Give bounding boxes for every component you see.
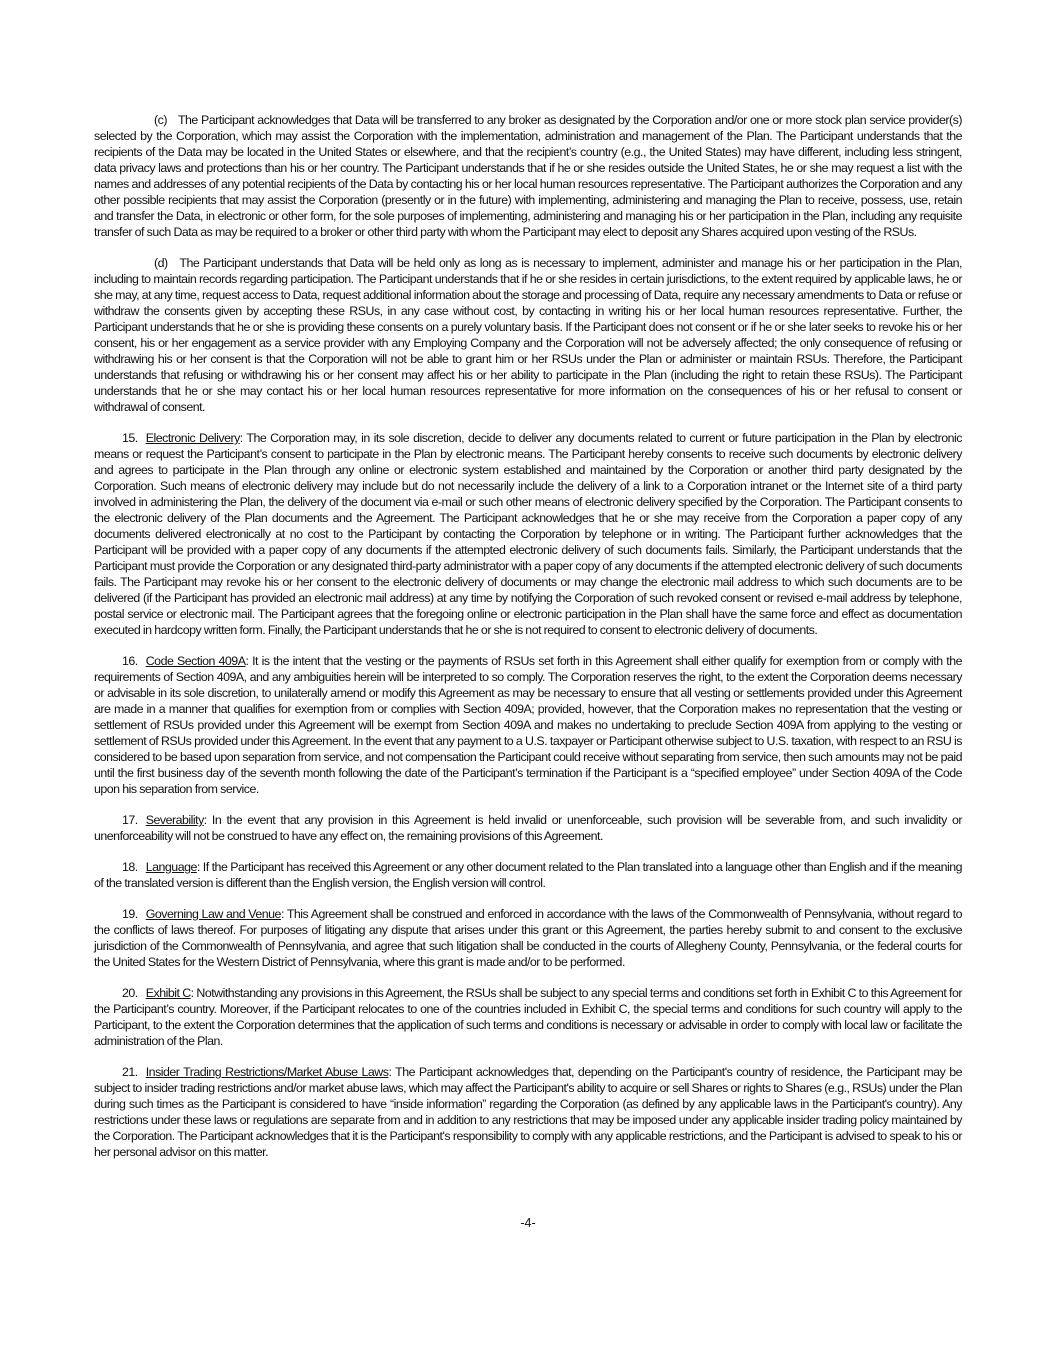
section-text: : This Agreement shall be construed and enforced in accordance with the laws of the Commonwealth of Pennsylvania, without regard to the conflicts of laws thereof. For purposes of litigating any dispute that arises under this grant or this Agreement, the parties hereby submit to and consent to the exclusive jurisdiction of the Commonwealth of Pennsylvania, and agree that such litigation shall be conducted in the courts of Allegheny County, Pennsylvania, or the federal courts for the United States for the Western District of Pennsylvania, where this grant is made and/or to be performed. [94, 907, 962, 969]
section-heading: Exhibit C [145, 986, 191, 1000]
section-text: : The Participant acknowledges that, depending on the Participant's country of residence, the Participant may be subject to insider trading restrictions and/or market abuse laws, which may affect the Participant's ability to acquire or sell Shares or rights to Shares (e.g., RSUs) under the Plan during such times as the Participant is considered to have “inside information” regarding the Corporation (as defined by any applicable laws in the Participant's country). Any restrictions under these laws or regulations are separate from and in addition to any restrictions that may be imposed under any applicable insider trading policy maintained by the Corporation. The Participant acknowledges that it is the Participant's responsibility to comply with any applicable restrictions, and the Participant is advised to speak to his or her personal advisor on this matter. [94, 1065, 962, 1159]
paragraph-label: (c) [154, 113, 167, 127]
section-number: 19. [122, 907, 138, 921]
section-text: : The Corporation may, in its sole discretion, decide to deliver any documents related to current or future participation in the Plan by electronic means or request the Participant’s consent to participate in the Plan by electronic means. The Participant hereby consents to receive such documents by electronic delivery and agrees to participate in the Plan through any online or electronic system established and maintained by the Corporation or another third party designated by the Corporation. Such means of electronic delivery may include but do not necessarily include the delivery of a link to a Corporation intranet or the Internet site of a third party involved in administering the Plan, the delivery of the document via e-mail or such other means of electronic delivery specified by the Corporation. The Participant consents to the electronic delivery of the Plan documents and the Agreement. The Participant acknowledges that he or she may receive from the Corporation a paper copy of any documents delivered electronically at no cost to the Participant by contacting the Corporation by telephone or in writing. The Participant further acknowledges that the Participant will be provided with a paper copy of any documents if the attempted electronic delivery of such documents fails. Similarly, the Participant understands that the Participant must provide the Corporation or any designated third-party administrator with a paper copy of any documents if the attempted electronic delivery of such documents fails. The Participant may revoke his or her consent to the electronic delivery of documents or may change the electronic mail address to which such documents are to be delivered (if the Participant has provided an electronic mail address) at any time by notifying the Corporation of such revoked consent or revised e-mail address by telephone, postal service or electronic mail. The Participant agrees that the foregoing online or electronic participation in the Plan shall have the same force and effect as documentation executed in hardcopy written form. Finally, the Participant understands that he or she is not required to consent to electronic delivery of documents. [94, 431, 962, 637]
section-heading: Code Section 409A [145, 654, 246, 668]
section-number: 18. [122, 860, 138, 874]
paragraph-label: (d) [154, 256, 168, 270]
section-21-insider-trading [94, 1064, 962, 1160]
section-heading: Severability [145, 813, 204, 827]
paragraph-text: The Participant understands that Data will be held only as long as is necessary to implement, administer and manage his or her participation in the Plan, including to maintain records regarding participation. The Participant understands that if he or she resides in certain jurisdictions, to the extent required by applicable laws, he or she may, at any time, request access to Data, request additional information about the storage and processing of Data, require any necessary amendments to Data or refuse or withdraw the consents given by accepting these RSUs, in any case without cost, by contacting in writing his or her local human resources representative. Further, the Participant understands that he or she is providing these consents on a purely voluntary basis. If the Participant does not consent or if he or she later seeks to revoke his or her consent, his or her engagement as a service provider with any Employing Company and the Corporation will not be adversely affected; the only consequence of refusing or withdrawing his or her consent is that the Corporation will not be able to grant him or her RSUs under the Plan or administer or maintain RSUs. Therefore, the Participant understands that refusing or withdrawing his or her consent may affect his or her ability to participate in the Plan (including the right to retain these RSUs). The Participant understands that he or she may contact his or her local human resources representative for more information on the consequences of his or her refusal to consent or withdrawal of consent. [94, 256, 962, 414]
section-number: 17. [122, 813, 138, 827]
section-heading: Governing Law and Venue [145, 907, 281, 921]
section-number: 20. [122, 986, 138, 1000]
section-20-exhibit-c [94, 985, 962, 1049]
section-text: : If the Participant has received this Agreement or any other document related to the Plan translated into a language other than English and if the meaning of the translated version is different than the English version, the English version will control. [94, 860, 962, 890]
section-number: 16. [122, 654, 138, 668]
section-text: : In the event that any provision in this Agreement is held invalid or unenforceable, such provision will be severable from, and such invalidity or unenforceability will not be construed to have any effect on, the remaining provisions of this Agreement. [94, 813, 962, 843]
section-18-language [94, 859, 962, 891]
section-text: : It is the intent that the vesting or the payments of RSUs set forth in this Agreement shall either qualify for exemption from or comply with the requirements of Section 409A, and any ambiguities herein will be interpreted to so comply. The Corporation reserves the right, to the extent the Corporation deems necessary or advisable in its sole discretion, to unilaterally amend or modify this Agreement as may be necessary to ensure that all vesting or settlements provided under this Agreement are made in a manner that qualifies for exemption from or complies with Section 409A; provided, however, that the Corporation makes no representation that the vesting or settlement of RSUs provided under this Agreement will be exempt from Section 409A and makes no undertaking to preclude Section 409A from applying to the vesting or settlement of RSUs provided under this Agreement. In the event that any payment to a U.S. taxpayer or Participant otherwise subject to U.S. taxation, with respect to an RSU is considered to be based upon separation from service, and not compensation the Participant could receive without separating from service, then such amounts may not be paid until the first business day of the seventh month following the date of the Participant’s termination if the Participant is a “specified employee” under Section 409A of the Code upon his separation from service. [94, 654, 962, 796]
section-16-code-section-409a [94, 653, 962, 797]
section-text: : Notwithstanding any provisions in this Agreement, the RSUs shall be subject to any special terms and conditions set forth in Exhibit C to this Agreement for the Participant’s country. Moreover, if the Participant relocates to one of the countries included in Exhibit C, the special terms and conditions for such country will apply to the Participant, to the extent the Corporation determines that the application of such terms and conditions is necessary or advisable in order to comply with local law or facilitate the administration of the Plan. [94, 986, 963, 1048]
section-heading: Electronic Delivery [145, 431, 240, 445]
section-heading: Insider Trading Restrictions/Market Abuse Laws [145, 1065, 389, 1079]
page-number: -4- [520, 1216, 536, 1230]
paragraph-c [94, 112, 962, 240]
section-19-governing-law [94, 906, 962, 970]
section-heading: Language [145, 860, 197, 874]
paragraph-text: The Participant acknowledges that Data will be transferred to any broker as designated by the Corporation and/or one or more stock plan service provider(s) selected by the Corporation, which may assist the Corporation with the implementation, administration and management of the Plan. The Participant understands that the recipients of the Data may be located in the United States or elsewhere, and that the recipient’s country (e.g., the United States) may have different, including less stringent, data privacy laws and protections than his or her country. The Participant understands that if he or she resides outside the United States, he or she may request a list with the names and addresses of any potential recipients of the Data by contacting his or her local human resources representative. The Participant authorizes the Corporation and any other possible recipients that may assist the Corporation (presently or in the future) with implementing, administering and managing the Plan to receive, possess, use, retain and transfer the Data, in electronic or other form, for the sole purposes of implementing, administering and managing his or her participation in the Plan, including any requisite transfer of such Data as may be required to a broker or other third party with whom the Participant may elect to deposit any Shares acquired upon vesting of the RSUs. [94, 113, 963, 239]
section-number: 21. [122, 1065, 138, 1079]
section-17-severability [94, 812, 962, 844]
paragraph-d [94, 255, 962, 415]
section-number: 15. [122, 431, 138, 445]
section-15-electronic-delivery [94, 430, 962, 638]
